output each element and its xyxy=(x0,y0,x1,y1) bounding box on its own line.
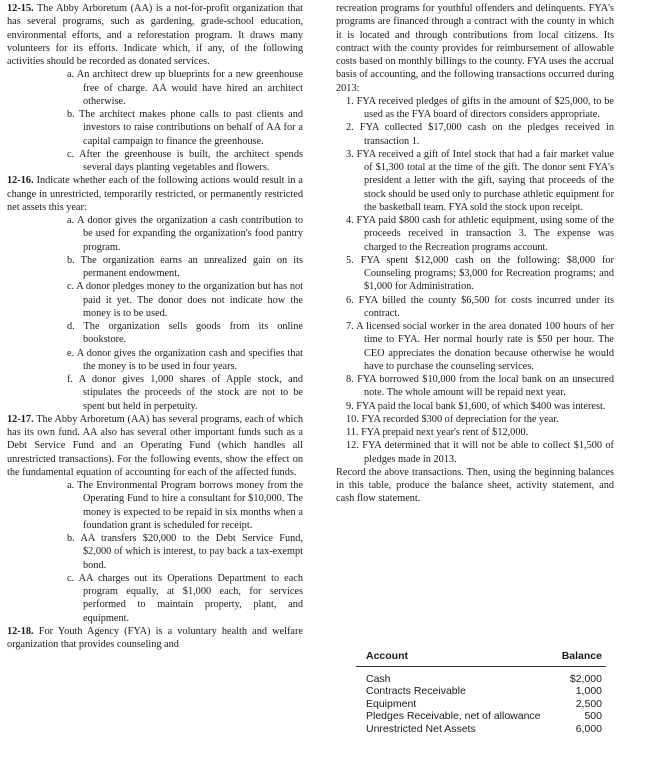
balance-cell: 1,000 xyxy=(575,685,602,697)
problem-12-16 xyxy=(7,174,303,214)
problem-12-18-instructions: Record the above transactions. Then, using the beginning balances in this table, produce the balance sheet, activity statement, and cash flow statement. xyxy=(336,466,614,505)
transaction-item: 7. A licensed social worker in the area donated 100 hours of her time to FYA. Her normal hourly rate is $50 per hour. The CEO appreciates the donation because otherwise he would have to purchase the counseling services. xyxy=(346,321,614,372)
account-cell: Cash xyxy=(366,672,391,685)
list-item: b. AA transfers $20,000 to the Debt Service Fund, $2,000 of which is interest, to pay back a tax-exempt bond. xyxy=(67,533,303,571)
transaction-item: 1. FYA received pledges of gifts in the amount of $25,000, to be used as the FYA board of directors considers appropriate. xyxy=(346,95,614,120)
transaction-item: 11. FYA prepaid next year's rent of $12,000. xyxy=(346,427,529,438)
list-item: a. An architect drew up blueprints for a new greenhouse free of charge. AA would have hired an architect otherwise. xyxy=(67,69,303,107)
right-column xyxy=(336,2,614,506)
table-row xyxy=(356,698,606,711)
problem-text: The Abby Arboretum (AA) has several programs, each of which has its own fund. AA also has several other important funds such as a Debt Service Fund and an Operating Fund (which handles all unrestricted transactions). For the following events, show the effect on the fundamental equation of accounting for each of the affected funds. xyxy=(7,413,304,478)
account-cell: Pledges Receivable, net of allowance xyxy=(366,710,541,722)
balance-cell: $2,000 xyxy=(569,672,602,685)
transaction-item: 5. FYA spent $12,000 cash on the following: $8,000 for Counseling programs; $3,000 for Recreation programs; and $1,000 for Administration. xyxy=(346,254,614,293)
transaction-item: 9. FYA paid the local bank $1,600, of which $400 was interest. xyxy=(346,400,606,412)
list-item: f. A donor gives 1,000 shares of Apple stock, and stipulates the proceeds of the stock are not to be spent but held in perpetuity. xyxy=(67,374,303,412)
problem-number: 12-15. xyxy=(7,3,34,14)
problem-12-15 xyxy=(7,2,303,68)
problem-number: 12-17. xyxy=(7,413,34,425)
transaction-list xyxy=(336,95,614,466)
list-item: b. The organization earns an unrealized gain on its permanent endowment. xyxy=(67,254,303,279)
list-item: d. The organization sells goods from its online bookstore. xyxy=(67,321,303,346)
list-item: c. AA charges out its Operations Department to each program equally, at $1,000 each, for services performed to maintain property, plant, and equipment. xyxy=(67,572,303,624)
transaction-item: 2. FYA collected $17,000 cash on the pledges received in transaction 1. xyxy=(346,122,614,147)
account-cell: Equipment xyxy=(366,697,417,710)
problem-12-18-continued: recreation programs for youthful offenders and delinquents. FYA's programs are financed through a contract with the county in which it is located and through contributions from local citizens. Its contract with the county provides for reimbursement of allowable costs based on monthly billings to the county. FYA uses the accrual basis of accounting, and the following transactions occurred during 2013: xyxy=(336,3,614,94)
beginning-balances-table xyxy=(356,648,606,735)
problem-text: The Abby Arboretum (AA) is a not-for-profit organization that has several programs, such as gardening, grade-school education, environmental efforts, and a reforestation program. It draws many volunteers for its efforts. Indicate which, if any, of the following activities should be recorded as donated services. xyxy=(7,3,304,67)
list-item: e. A donor gives the organization cash and specifies that the money is to be used in four years. xyxy=(67,347,303,372)
account-header: Account xyxy=(356,648,549,666)
transaction-item: 3. FYA received a gift of Intel stock that had a fair market value of $1,300 total at the time of the gift. The donor sent FYA's president a letter with the gift, saying that proceeds of the stock should be used only to purchase athletic equipment for the basketball team. FYA sold the stock upon receipt. xyxy=(346,148,614,213)
transaction-item: 8. FYA borrowed $10,000 from the local bank on an unsecured note. The whole amount will be repaid next year. xyxy=(346,374,614,399)
balance-cell: 6,000 xyxy=(575,722,602,735)
problem-text: Indicate whether each of the following actions would result in a change in unrestricted, temporarily restricted, or permanently restricted net assets this year: xyxy=(7,175,303,213)
problem-text: For Youth Agency (FYA) is a voluntary health and welfare organization that provides counseling and xyxy=(7,625,303,650)
left-column xyxy=(7,2,303,651)
account-cell: Contracts Receivable xyxy=(366,685,466,697)
transaction-item: 4. FYA paid $800 cash for athletic equipment, using some of the proceeds received in transaction 3. The expense was charged to the Recreation programs account. xyxy=(346,215,614,253)
problem-12-17 xyxy=(7,413,303,479)
transaction-item: 12. FYA determined that it will not be able to collect $1,500 of pledges made in 2013. xyxy=(346,440,614,465)
balance-header: Balance xyxy=(549,648,606,666)
list-item: c. A donor pledges money to the organization but has not paid it yet. The donor does not indicate how the money is to be used. xyxy=(67,281,303,319)
balance-cell: 2,500 xyxy=(575,697,602,710)
table-row xyxy=(356,685,606,698)
list-item: c. After the greenhouse is built, the architect spends several days planting vegetables and flowers. xyxy=(67,148,303,173)
account-cell: Unrestricted Net Assets xyxy=(366,722,476,735)
list-item: a. The Environmental Program borrows money from the Operating Fund to hire a consultant for $10,000. The money is expected to be repaid in six months when a foundation grant is scheduled for receipt. xyxy=(67,480,303,531)
table-header-row xyxy=(356,648,606,666)
table-row xyxy=(356,723,606,736)
table-row xyxy=(356,710,606,723)
balance-cell: 500 xyxy=(584,710,602,722)
problem-number: 12-18. xyxy=(7,625,34,637)
transaction-item: 10. FYA recorded $300 of depreciation for the year. xyxy=(346,413,559,425)
table-row xyxy=(356,666,606,685)
list-item: a. A donor gives the organization a cash contribution to be used for expanding the organization's food pantry program. xyxy=(67,215,303,253)
problem-number: 12-16. xyxy=(7,175,34,187)
problem-12-18 xyxy=(7,625,303,652)
list-item: b. The architect makes phone calls to past clients and investors to raise contributions on behalf of AA for a capital campaign to finance the greenhouse. xyxy=(67,109,303,147)
transaction-item: 6. FYA billed the county $6,500 for costs incurred under its contract. xyxy=(346,294,614,319)
